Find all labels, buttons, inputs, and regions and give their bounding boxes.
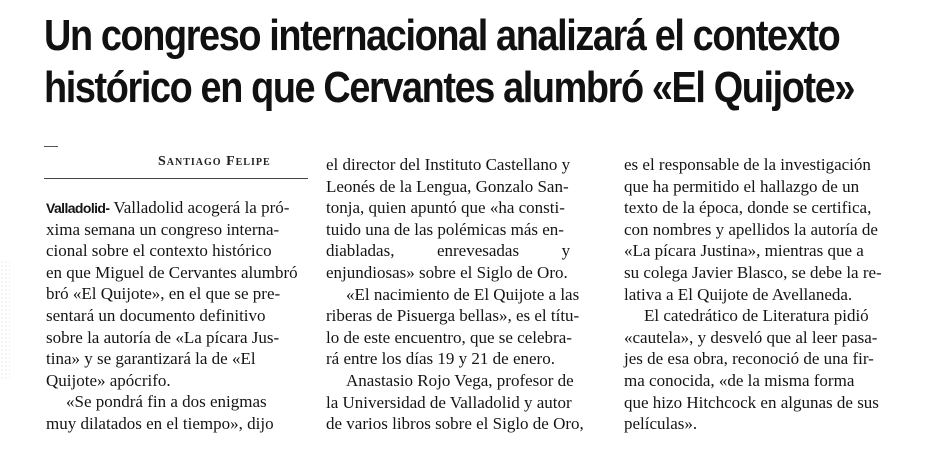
column-line: rá entre los días 19 y 21 de enero. — [326, 349, 555, 369]
headline-line-1: Un congreso internacional analizará el contexto — [44, 11, 840, 60]
column-line: enjundiosas» sobre el Siglo de Oro. — [326, 262, 568, 282]
article-column-1 — [46, 197, 304, 435]
column-line: «El nacimiento de El Quijote a las — [346, 284, 580, 304]
column-line: «La pícara Justina», mientras que a — [624, 241, 864, 261]
section-dash — [44, 146, 58, 147]
column-line: xima semana un congreso interna- — [46, 219, 280, 239]
column-line: texto de la época, donde se certifica, — [624, 198, 872, 218]
column-line — [46, 197, 304, 219]
column-line: Quijote» apócrifo. — [46, 370, 171, 390]
column-line: Leonés de la Lengua, Gonzalo San- — [326, 176, 569, 196]
column-line: que ha permitido el hallazgo de un — [624, 176, 860, 196]
article-column-3 — [624, 154, 900, 435]
byline-rule — [44, 178, 308, 179]
column-line: El catedrático de Literatura pidió — [644, 306, 869, 326]
column-line: el director del Instituto Castellano y — [326, 155, 571, 174]
column-line: tuido una de las polémicas más en- — [326, 219, 564, 239]
column-line: tonja, quien apuntó que «ha consti- — [326, 198, 565, 218]
article-column-2 — [326, 154, 602, 435]
column-line: es el responsable de la investigación — [624, 155, 871, 174]
column-line: sobre la autoría de «La pícara Jus- — [46, 327, 280, 347]
column-line: su colega Javier Blasco, se debe la re- — [624, 262, 882, 282]
column-line: bró «El Quijote», en el que se pre- — [46, 284, 281, 304]
column-line: películas». — [624, 414, 698, 434]
column-line: lo de este encuentro, que se celebra- — [326, 327, 572, 347]
column-line: ma conocida, «de la misma forma — [624, 370, 855, 390]
column-line: de varios libros sobre el Siglo de Oro, — [326, 414, 584, 434]
column-line: que hizo Hitchcock en algunas de sus — [624, 392, 879, 412]
column-line: la Universidad de Valladolid y autor — [326, 392, 572, 412]
headline — [44, 10, 913, 114]
column-line: «Se pondrá fin a dos enigmas — [66, 392, 267, 412]
column-line: cional sobre el contexto histórico — [46, 241, 272, 261]
column-line: jes de esa obra, reconoció de una fir- — [624, 349, 874, 369]
scan-speckle — [0, 260, 10, 380]
dateline-text: Valladolid acogerá la pró- — [109, 198, 290, 217]
column-line: riberas de Pisuerga bellas», es el títu- — [326, 306, 580, 326]
column-line: diabladas, enrevesadas y — [326, 241, 571, 261]
column-line: tina» y se garantizará la de «El — [46, 349, 256, 369]
column-line: muy dilatados en el tiempo», dijo — [46, 413, 274, 433]
column-line: con nombres y apellidos la autoría de — [624, 219, 878, 239]
column-line: sentará un documento definitivo — [46, 305, 266, 325]
column-line: lativa a El Quijote de Avellaneda. — [624, 284, 853, 304]
dateline-place: Valladolid- — [46, 200, 110, 216]
column-line: «cautela», y desveló que al leer pasa- — [624, 327, 878, 347]
column-line: Anastasio Rojo Vega, profesor de — [346, 370, 574, 390]
headline-line-2: histórico en que Cervantes alumbró «El Quijote» — [44, 63, 855, 112]
column-line: en que Miguel de Cervantes alumbró — [46, 262, 298, 282]
byline: Santiago Felipe — [158, 154, 271, 169]
